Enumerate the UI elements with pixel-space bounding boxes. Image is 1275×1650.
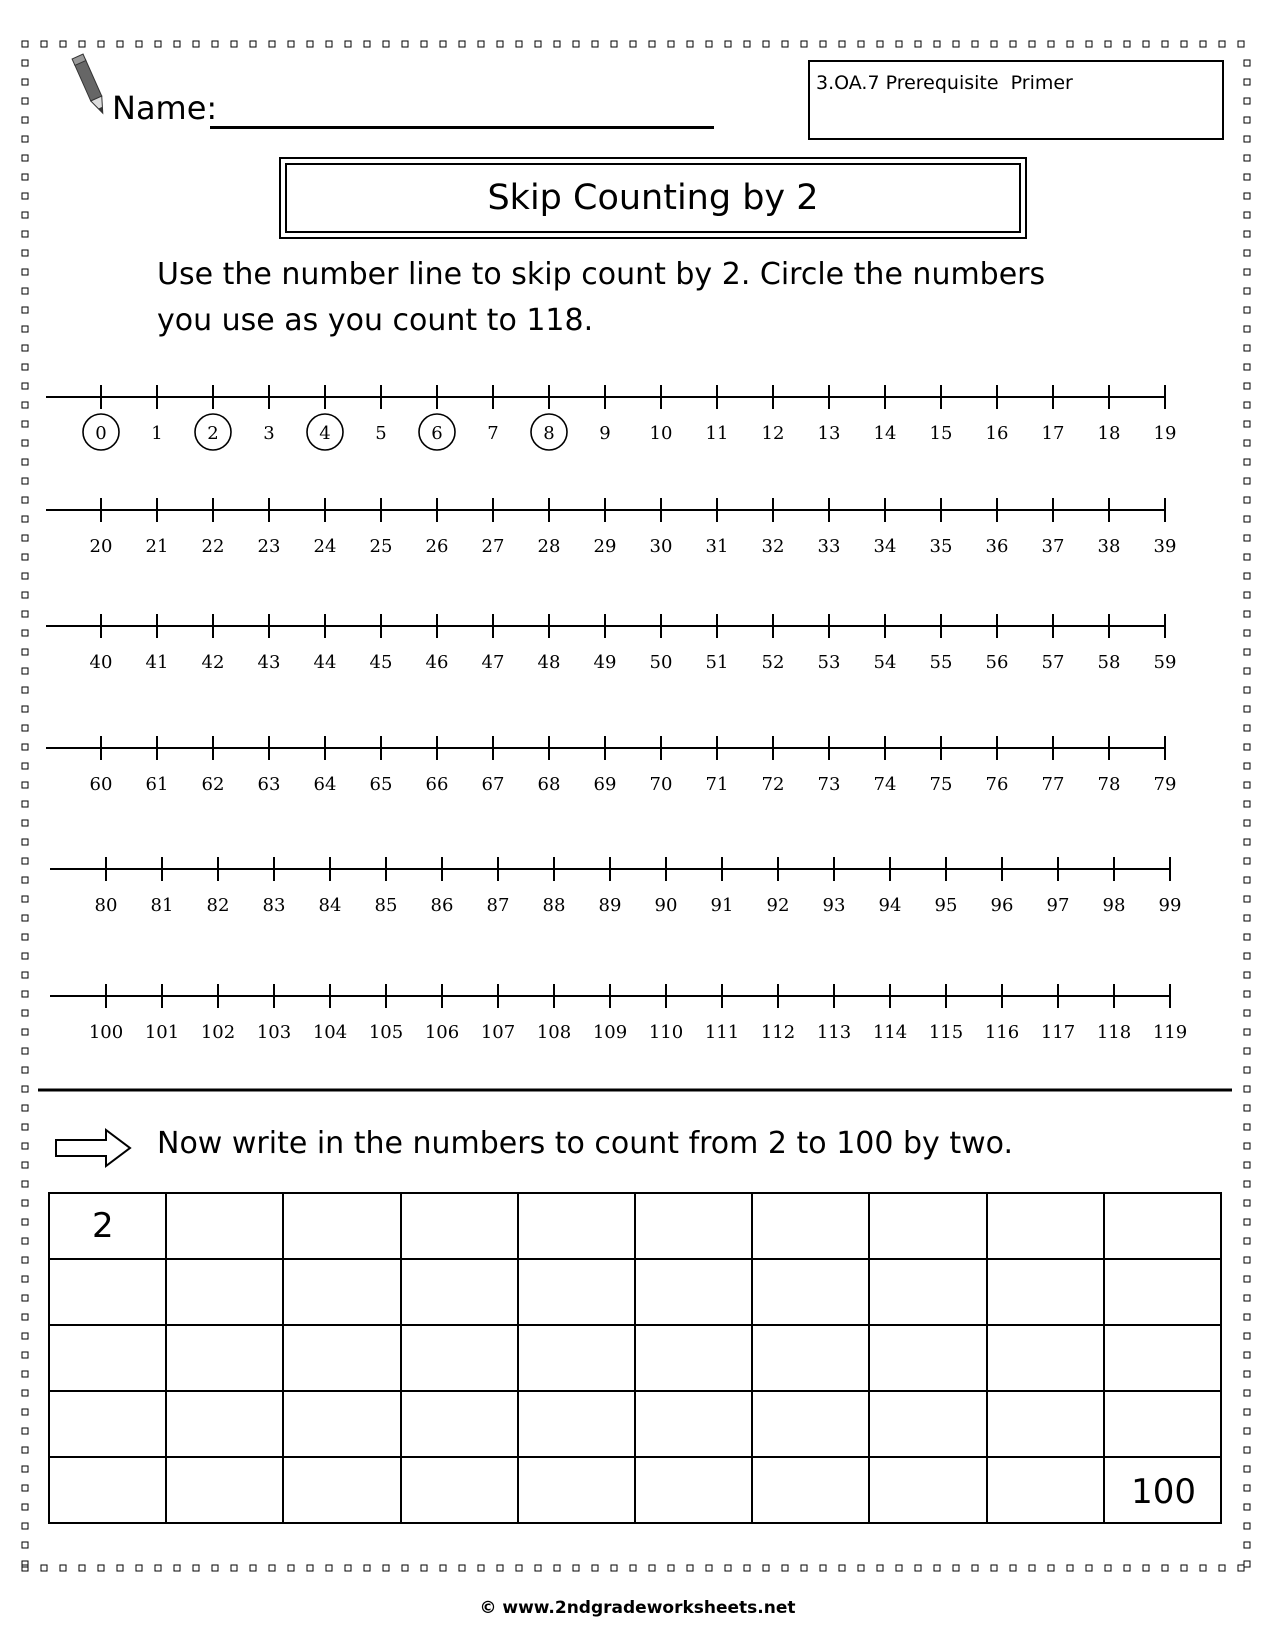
tick-label[interactable]: 54 (873, 652, 897, 673)
tick-label[interactable]: 51 (705, 652, 729, 673)
grid-cell[interactable] (517, 1324, 636, 1392)
tick-label[interactable]: 19 (1153, 423, 1177, 444)
page-title: Skip Counting by 2 (285, 163, 1021, 233)
tick-label[interactable]: 62 (201, 774, 225, 795)
tick-label[interactable]: 40 (89, 652, 113, 673)
grid-cell[interactable] (986, 1456, 1105, 1524)
tick-label[interactable]: 87 (486, 895, 510, 916)
tick-label[interactable]: 59 (1153, 652, 1177, 673)
tick-label[interactable]: 36 (985, 536, 1009, 557)
grid-cell[interactable] (282, 1390, 401, 1458)
grid-cell[interactable] (868, 1324, 987, 1392)
tick-label[interactable]: 57 (1041, 652, 1065, 673)
grid-cell[interactable] (1103, 1192, 1222, 1260)
tick-label[interactable]: 45 (369, 652, 393, 673)
tick-label[interactable]: 49 (593, 652, 617, 673)
tick-label[interactable]: 95 (934, 895, 958, 916)
tick-label[interactable]: 107 (480, 1022, 516, 1043)
grid-cell[interactable] (165, 1390, 284, 1458)
tick-label[interactable]: 32 (761, 536, 785, 557)
grid-cell[interactable] (400, 1324, 519, 1392)
tick-label[interactable]: 79 (1153, 774, 1177, 795)
grid-cell[interactable] (400, 1390, 519, 1458)
grid-cell[interactable] (48, 1192, 167, 1260)
grid-cell[interactable] (517, 1192, 636, 1260)
tick-label[interactable]: 41 (145, 652, 169, 673)
tick-label[interactable]: 56 (985, 652, 1009, 673)
tick-label[interactable]: 9 (599, 423, 611, 444)
number-line (46, 498, 1176, 557)
grid-cell[interactable] (868, 1456, 987, 1524)
tick-label[interactable]: 4 (319, 423, 331, 444)
tick-label[interactable]: 63 (257, 774, 281, 795)
tick-label[interactable]: 50 (649, 652, 673, 673)
tick-label[interactable]: 104 (312, 1022, 348, 1043)
tick-label[interactable]: 109 (592, 1022, 628, 1043)
tick-label[interactable]: 21 (145, 536, 169, 557)
tick-label[interactable]: 70 (649, 774, 673, 795)
tick-label[interactable]: 102 (200, 1022, 236, 1043)
grid-cell[interactable] (165, 1192, 284, 1260)
grid-cell[interactable] (634, 1258, 753, 1326)
tick-label[interactable]: 103 (256, 1022, 292, 1043)
tick-label[interactable]: 81 (150, 895, 174, 916)
tick-label[interactable]: 91 (710, 895, 734, 916)
tick-label[interactable]: 61 (145, 774, 169, 795)
tick-label[interactable]: 77 (1041, 774, 1065, 795)
tick-label[interactable]: 43 (257, 652, 281, 673)
tick-label[interactable]: 67 (481, 774, 505, 795)
tick-label[interactable]: 33 (817, 536, 841, 557)
tick-label[interactable]: 31 (705, 536, 729, 557)
tick-label[interactable]: 23 (257, 536, 281, 557)
tick-label[interactable]: 60 (89, 774, 113, 795)
tick-label[interactable]: 42 (201, 652, 225, 673)
grid-cell[interactable] (165, 1324, 284, 1392)
tick-label[interactable]: 80 (94, 895, 118, 916)
grid-cell[interactable] (986, 1324, 1105, 1392)
grid-cell[interactable] (751, 1324, 870, 1392)
grid-cell[interactable] (48, 1324, 167, 1392)
tick-label[interactable]: 119 (1152, 1022, 1188, 1043)
tick-label[interactable]: 47 (481, 652, 505, 673)
tick-label[interactable]: 97 (1046, 895, 1070, 916)
tick-label[interactable]: 111 (704, 1022, 740, 1043)
tick-label[interactable]: 12 (761, 423, 785, 444)
tick-label[interactable]: 117 (1040, 1022, 1076, 1043)
tick-label[interactable]: 35 (929, 536, 953, 557)
tick-label[interactable]: 1 (151, 423, 163, 444)
tick-label[interactable]: 78 (1097, 774, 1121, 795)
grid-cell[interactable] (400, 1192, 519, 1260)
name-label: Name: (112, 89, 218, 127)
tick-label[interactable]: 3 (263, 423, 275, 444)
grid-cell[interactable] (634, 1456, 753, 1524)
grid-cell[interactable] (282, 1456, 401, 1524)
grid-cell[interactable] (1103, 1258, 1222, 1326)
tick-label[interactable]: 26 (425, 536, 449, 557)
tick-label[interactable]: 68 (537, 774, 561, 795)
grid-cell[interactable] (751, 1258, 870, 1326)
footer-copyright: © www.2ndgradeworksheets.net (479, 1598, 796, 1618)
tick-label[interactable]: 100 (88, 1022, 124, 1043)
tick-label[interactable]: 108 (536, 1022, 572, 1043)
tick-label[interactable]: 101 (144, 1022, 180, 1043)
grid-cell[interactable] (48, 1390, 167, 1458)
tick-label[interactable]: 74 (873, 774, 897, 795)
tick-label[interactable]: 105 (368, 1022, 404, 1043)
tick-label[interactable]: 98 (1102, 895, 1126, 916)
grid-cell[interactable] (400, 1258, 519, 1326)
answer-grid (48, 1192, 1220, 1522)
tick-label[interactable]: 58 (1097, 652, 1121, 673)
tick-label[interactable]: 84 (318, 895, 342, 916)
grid-cell[interactable] (517, 1456, 636, 1524)
tick-label[interactable]: 25 (369, 536, 393, 557)
tick-label[interactable]: 99 (1158, 895, 1182, 916)
grid-cell[interactable] (1103, 1390, 1222, 1458)
tick-label[interactable]: 16 (985, 423, 1009, 444)
tick-label[interactable]: 6 (431, 423, 443, 444)
grid-cell[interactable] (517, 1258, 636, 1326)
part2-instruction: Now write in the numbers to count from 2 to 100 by two. (157, 1126, 1013, 1161)
tick-label[interactable]: 83 (262, 895, 286, 916)
tick-label[interactable]: 93 (822, 895, 846, 916)
tick-label[interactable]: 8 (543, 423, 555, 444)
tick-label[interactable]: 66 (425, 774, 449, 795)
instructions-text: Use the number line to skip count by 2. Circle the numbers you use as you count to 118. (157, 257, 1046, 338)
tick-label[interactable]: 76 (985, 774, 1009, 795)
tick-label[interactable]: 112 (760, 1022, 796, 1043)
tick-label[interactable]: 69 (593, 774, 617, 795)
grid-cell[interactable] (868, 1192, 987, 1260)
tick-label[interactable]: 55 (929, 652, 953, 673)
grid-cell[interactable] (282, 1324, 401, 1392)
grid-cell[interactable] (165, 1258, 284, 1326)
tick-label[interactable]: 20 (89, 536, 113, 557)
tick-label[interactable]: 85 (374, 895, 398, 916)
tick-label[interactable]: 14 (873, 423, 897, 444)
tick-label[interactable]: 29 (593, 536, 617, 557)
tick-label[interactable]: 65 (369, 774, 393, 795)
tick-label[interactable]: 88 (542, 895, 566, 916)
grid-cell-value: 100 (1131, 1472, 1196, 1512)
grid-cell[interactable] (517, 1390, 636, 1458)
tick-label[interactable]: 34 (873, 536, 897, 557)
tick-label[interactable]: 7 (487, 423, 499, 444)
tick-label[interactable]: 0 (95, 423, 107, 444)
tick-label[interactable]: 27 (481, 536, 505, 557)
grid-cell[interactable] (282, 1192, 401, 1260)
grid-cell[interactable] (48, 1258, 167, 1326)
grid-cell[interactable] (48, 1456, 167, 1524)
tick-label[interactable]: 92 (766, 895, 790, 916)
grid-cell[interactable] (751, 1390, 870, 1458)
tick-label[interactable]: 24 (313, 536, 337, 557)
tick-label[interactable]: 13 (817, 423, 841, 444)
arrow-right-icon (56, 1130, 130, 1166)
number-line (46, 614, 1176, 673)
tick-label[interactable]: 28 (537, 536, 561, 557)
tick-label[interactable]: 94 (878, 895, 902, 916)
tick-label[interactable]: 22 (201, 536, 225, 557)
number-line (50, 857, 1181, 916)
tick-label[interactable]: 30 (649, 536, 673, 557)
tick-label[interactable]: 17 (1041, 423, 1065, 444)
grid-cell[interactable] (634, 1324, 753, 1392)
tick-label[interactable]: 113 (816, 1022, 852, 1043)
tick-label[interactable]: 39 (1153, 536, 1177, 557)
tick-label[interactable]: 90 (654, 895, 678, 916)
tick-label[interactable]: 11 (705, 423, 729, 444)
number-line (46, 385, 1176, 450)
grid-cell[interactable] (751, 1456, 870, 1524)
tick-label[interactable]: 82 (206, 895, 230, 916)
grid-cell[interactable] (868, 1390, 987, 1458)
tick-label[interactable]: 73 (817, 774, 841, 795)
tick-label[interactable]: 46 (425, 652, 449, 673)
tick-label[interactable]: 71 (705, 774, 729, 795)
tick-label[interactable]: 86 (430, 895, 454, 916)
tick-label[interactable]: 118 (1096, 1022, 1132, 1043)
tick-label[interactable]: 53 (817, 652, 841, 673)
grid-cell[interactable] (634, 1390, 753, 1458)
grid-cell[interactable] (165, 1456, 284, 1524)
grid-cell[interactable] (1103, 1324, 1222, 1392)
number-line (46, 736, 1176, 795)
tick-label[interactable]: 44 (313, 652, 337, 673)
tick-label[interactable]: 114 (872, 1022, 908, 1043)
grid-cell[interactable] (986, 1390, 1105, 1458)
number-line (50, 984, 1187, 1043)
grid-cell[interactable] (400, 1456, 519, 1524)
tick-label[interactable]: 15 (929, 423, 953, 444)
grid-cell[interactable] (751, 1192, 870, 1260)
grid-cell-value: 2 (92, 1206, 114, 1246)
tick-label[interactable]: 10 (649, 423, 673, 444)
tick-label[interactable]: 38 (1097, 536, 1121, 557)
tick-label[interactable]: 89 (598, 895, 622, 916)
tick-label[interactable]: 2 (207, 423, 219, 444)
grid-cell[interactable] (1103, 1456, 1222, 1524)
tick-label[interactable]: 75 (929, 774, 953, 795)
grid-cell[interactable] (986, 1192, 1105, 1260)
tick-label[interactable]: 48 (537, 652, 561, 673)
tick-label[interactable]: 37 (1041, 536, 1065, 557)
grid-cell[interactable] (282, 1258, 401, 1326)
tick-label[interactable]: 72 (761, 774, 785, 795)
tick-label[interactable]: 115 (928, 1022, 964, 1043)
tick-label[interactable]: 64 (313, 774, 337, 795)
tick-label[interactable]: 5 (375, 423, 387, 444)
grid-cell[interactable] (634, 1192, 753, 1260)
standard-tag: 3.OA.7 Prerequisite Primer (816, 72, 1073, 94)
tick-label[interactable]: 116 (984, 1022, 1020, 1043)
tick-label[interactable]: 18 (1097, 423, 1121, 444)
tick-label[interactable]: 52 (761, 652, 785, 673)
tick-label[interactable]: 110 (648, 1022, 684, 1043)
tick-label[interactable]: 106 (424, 1022, 460, 1043)
grid-cell[interactable] (868, 1258, 987, 1326)
grid-cell[interactable] (986, 1258, 1105, 1326)
tick-label[interactable]: 96 (990, 895, 1014, 916)
